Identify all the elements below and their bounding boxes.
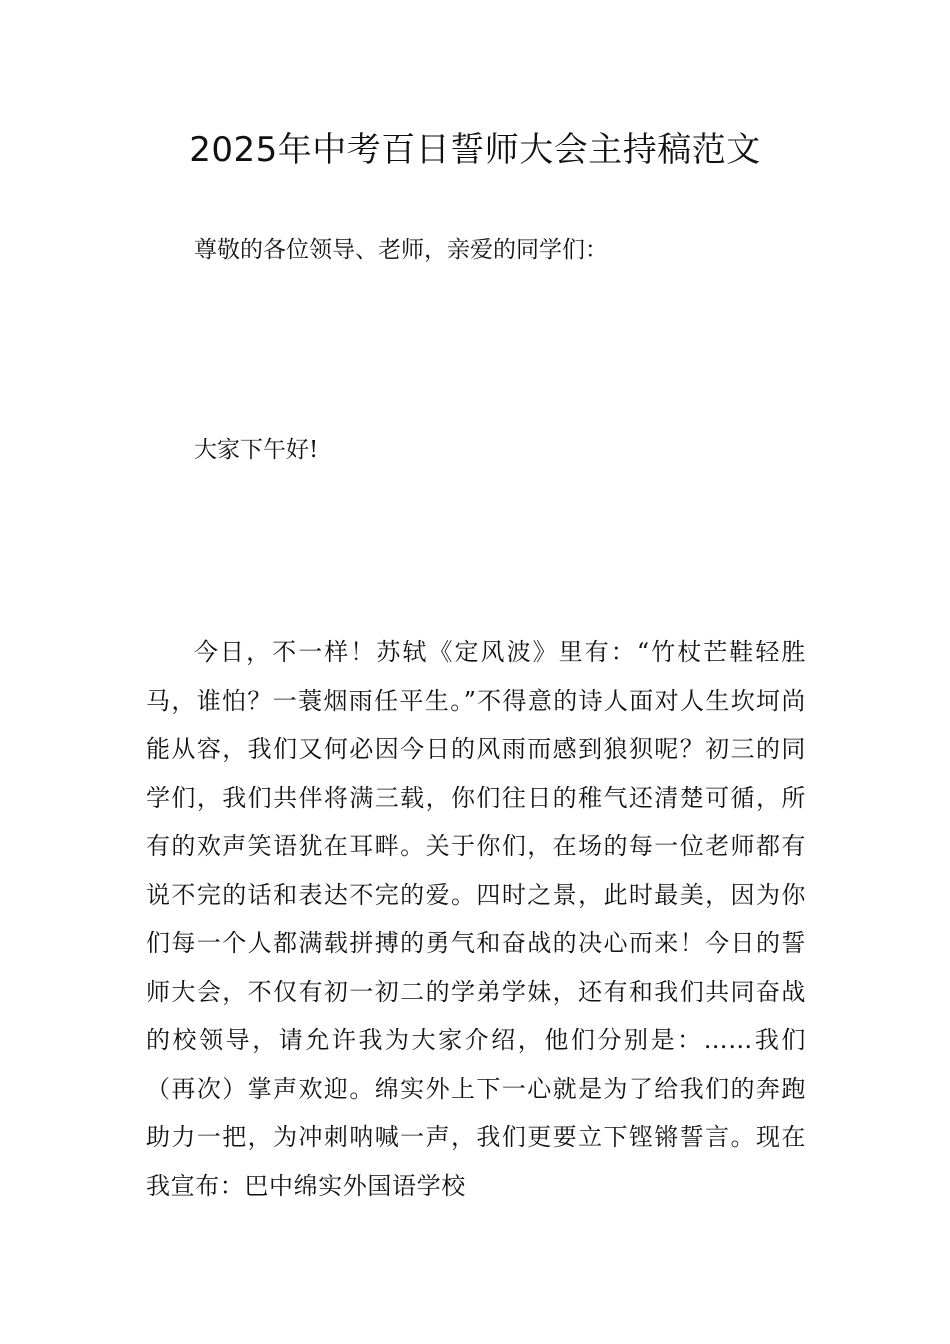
document-title: 2025年中考百日誓师大会主持稿范文 — [189, 130, 761, 170]
salutation-line: 尊敬的各位领导、老师，亲爱的同学们： — [194, 237, 608, 263]
greeting-line: 大家下午好! — [194, 437, 319, 463]
body-paragraph: 今日，不一样！苏轼《定风波》里有：“竹杖芒鞋轻胜马，谁怕？一蓑烟雨任平生。”不得意的诗人面对人生坎坷尚能从容，我们又何必因今日的风雨而感到狼狈呢？初三的同学们，我们共伴将满三载，你们往日的稚气还清楚可循，所有的欢声笑语犹在耳畔。关于你们，在场的每一位老师都有说不完的话和表达不完的爱。四时之景，此时最美，因为你们每一个人都满载拼搏的勇气和奋战的决心而来！今日的誓师大会，不仅有初一初二的学弟学妹，还有和我们共同奋战的校领导，请允许我为大家介绍，他们分别是：……我们（再次）掌声欢迎。绵实外上下一心就是为了给我们的奔跑助力一把，为冲刺呐喊一声，我们更要立下铿锵誓言。现在我宣布：巴中绵实外国语学校 — [146, 638, 806, 1200]
